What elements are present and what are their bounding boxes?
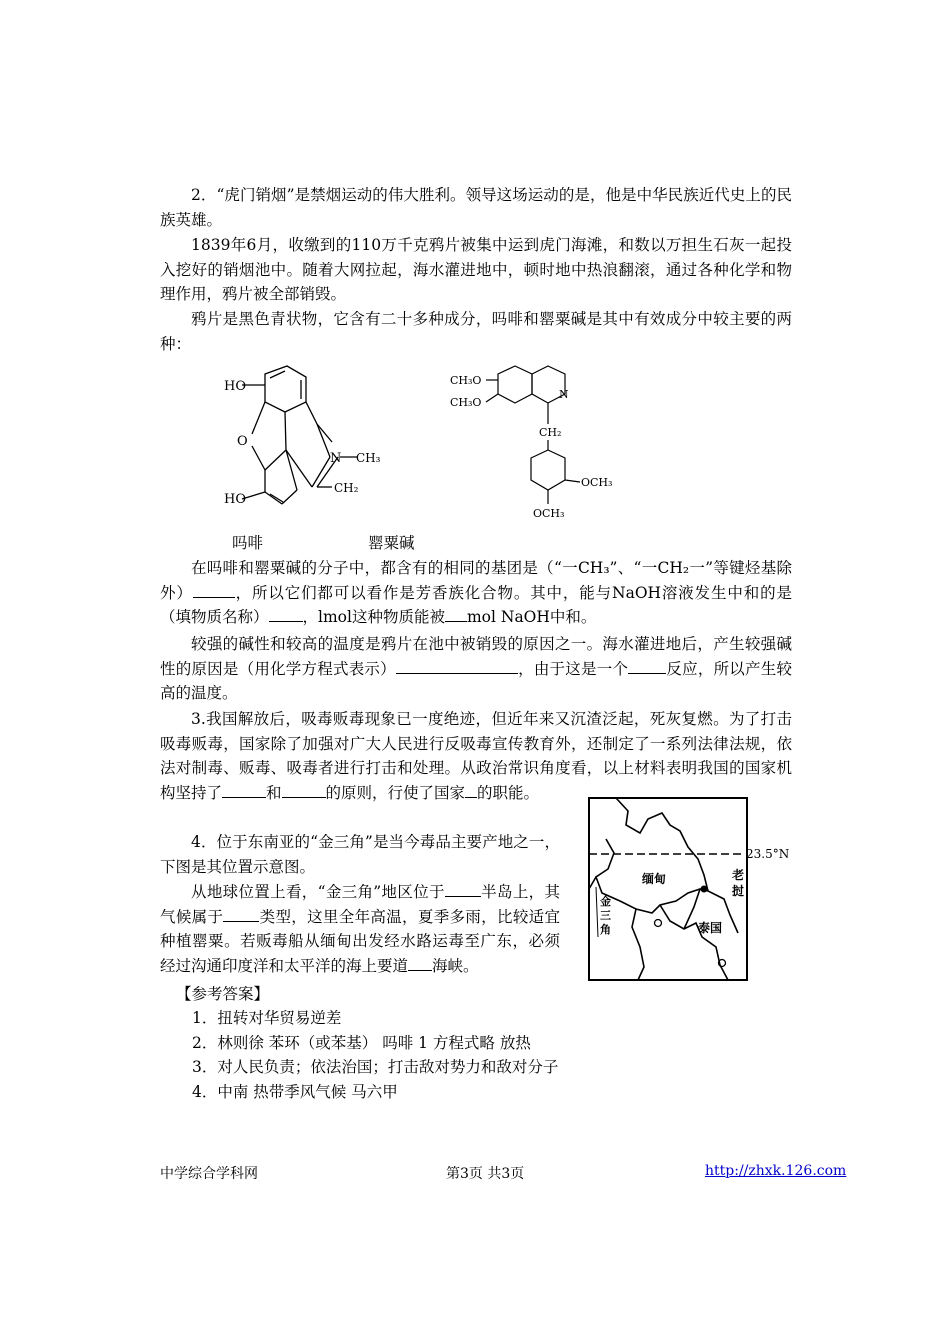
footer-page-number: 第3页 共3页 — [446, 1166, 525, 1182]
q2-reason-part2: ，由于这是一个 — [517, 659, 629, 678]
q3-part1: 3.我国解放后，吸毒贩毒现象已一度绝迹，但近年来又沉渣泛起，死灰复燃。为了打击吸毒贩毒，国家除了加强对广大人民进行反吸毒宣传教育外，还制定了一系列法律法规，依法对制毒、贩毒、吸毒者进行打击和处理。从政治常识角度看，以上材料表明我国的国家机构坚持了 — [160, 710, 792, 802]
answer-blank-group[interactable] — [193, 581, 235, 598]
papaverine-n: N — [559, 388, 569, 401]
papaverine-och3-3: OCH₃ — [581, 476, 613, 489]
answer-blank-equation[interactable] — [396, 657, 518, 674]
q4-part1: 从地球位置上看，“金三角”地区位于 — [191, 883, 445, 901]
morphine-ho-top: HO — [224, 379, 246, 394]
answer-1: 1．扭转对华贸易逆差 — [192, 1009, 342, 1027]
answer-4: 4．中南 热带季风气候 马六甲 — [192, 1083, 398, 1101]
morphine-ch3: CH₃ — [356, 451, 381, 465]
answer-blank-principle-2[interactable] — [282, 781, 326, 798]
map-laos-label-1: 老 — [732, 868, 745, 882]
q4-question — [160, 880, 560, 978]
papaverine-och3-2: CH₃O — [450, 396, 482, 409]
q4-part3: 类型，这里全年高温，夏季多雨，比较适宜种植罂粟。若贩毒船从缅甸出发经水路运毒至广东，必须经过沟通印度洋和太平洋的海上要道 — [160, 907, 560, 975]
answer-blank-function[interactable] — [465, 781, 477, 798]
map-golden-label-3: 角 — [600, 923, 611, 936]
map-laos-label-2: 挝 — [732, 884, 745, 898]
q2-reason — [160, 632, 792, 706]
q2-history: 1839年6月，收缴到的110万千克鸦片被集中运到虎门海滩，和数以万担生石灰一起投入挖好的销烟池中。随着大网拉起，海水灌进地中，顿时地中热浪翻滚，通过各种化学和物理作用，鸦片被全部销毁。 — [160, 236, 792, 303]
answer-2: 2．林则徐 苯环（或苯基） 吗啡 1 方程式略 放热 — [192, 1034, 531, 1052]
papaverine-och3-4: OCH₃ — [533, 507, 565, 520]
answer-3: 3．对人民负责；依法治国；打击敌对势力和敌对分子 — [192, 1058, 559, 1076]
map-thailand-label: 泰国 — [698, 921, 723, 935]
morphine-structure — [222, 362, 392, 522]
q2-question-part1: 在吗啡和罂粟碱的分子中，都含有的相同的基团是（“一CH₃”、“一CH₂一”等键烃基除外） — [160, 559, 792, 602]
q4-part4: 海峡。 — [432, 956, 479, 975]
footer-site-name: 中学综合学科网 — [160, 1166, 258, 1182]
q2-question-part2: ，所以它们都可以看作是芳香族化合物。其中，能与NaOH溶液发生中和的是（填物质名称） — [160, 583, 792, 626]
papaverine-structure — [448, 362, 613, 522]
answer-blank-principle-1[interactable] — [222, 781, 266, 798]
answers-title: 【参考答案】 — [176, 985, 270, 1003]
q2-intro: 2．“虎门销烟”是禁烟运动的伟大胜利。领导这场运动的是，他是中华民族近代史上的民族英雄。 — [160, 186, 792, 229]
q4-intro: 4．位于东南亚的“金三角”是当今毒品主要产地之一，下图是其位置示意图。 — [160, 833, 560, 876]
morphine-n: N — [330, 451, 342, 466]
papaverine-caption: 罂粟碱 — [368, 534, 415, 552]
answer-blank-substance[interactable] — [269, 605, 303, 622]
q3-part4: 的职能。 — [477, 783, 540, 802]
q3-part2: 和 — [266, 783, 282, 802]
q4-part2: 半岛上，其气候属于 — [160, 883, 560, 926]
morphine-o: O — [237, 434, 248, 449]
q2-question — [160, 556, 792, 630]
answer-blank-strait[interactable] — [408, 954, 432, 971]
answer-blank-reaction[interactable] — [628, 657, 666, 674]
morphine-caption: 吗啡 — [232, 534, 264, 552]
map-golden-label-2: 三 — [600, 909, 611, 922]
papaverine-och3-1: CH₃O — [450, 374, 482, 387]
papaverine-ch2: CH₂ — [539, 426, 562, 439]
map-myanmar-label: 缅甸 — [642, 872, 667, 886]
q2-reason-part1: 较强的碱性和较高的温度是鸦片在池中被销毁的原因之一。海水灌进地后，产生较强碱性的原因是（用化学方程式表示） — [160, 635, 792, 678]
q3-part3: 的原则，行使了国家 — [325, 783, 466, 802]
morphine-ho-bottom: HO — [224, 492, 246, 507]
golden-triangle-map — [588, 797, 798, 982]
answer-blank-peninsula[interactable] — [445, 880, 481, 897]
footer-link[interactable]: http://zhxk.126.com — [705, 1163, 847, 1179]
map-latitude-label: 23.5°N — [746, 847, 790, 861]
answer-blank-climate[interactable] — [223, 905, 259, 922]
q2-reason-part3: 反应，所以产生较高的温度。 — [160, 659, 792, 702]
q3-text — [160, 707, 792, 805]
q2-question-part4: mol NaOH中和。 — [466, 608, 597, 626]
q2-opium: 鸦片是黑色青状物，它含有二十多种成分，吗啡和罂粟碱是其中有效成分中较主要的两种： — [160, 310, 792, 353]
answer-blank-mol[interactable] — [445, 605, 467, 622]
q2-question-part3: ，lmol这种物质能被 — [302, 608, 445, 626]
map-golden-label-1: 金 — [600, 895, 611, 908]
morphine-ch2: CH₂ — [334, 481, 359, 495]
